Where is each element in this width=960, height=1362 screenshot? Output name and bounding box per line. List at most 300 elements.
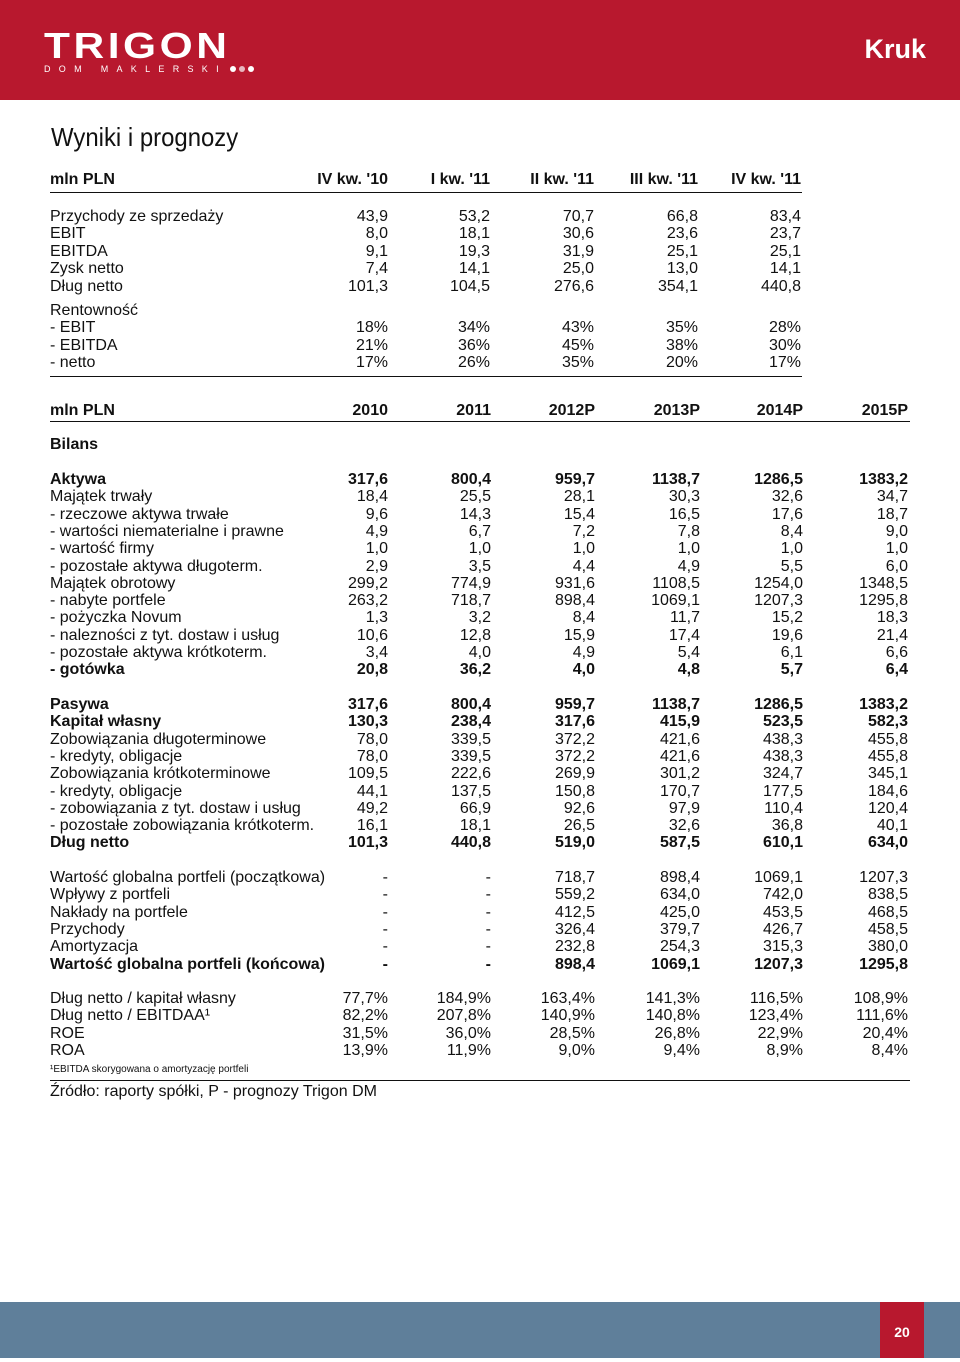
cell-value: 4,0 (468, 644, 491, 661)
table-row (50, 957, 912, 973)
table-row (50, 1008, 912, 1024)
row-label: - gotówka (50, 661, 125, 679)
table-row (50, 355, 912, 371)
table-row (50, 801, 912, 817)
cell-value: 263,2 (347, 592, 388, 610)
cell-value: 14,1 (458, 260, 490, 278)
cell-value: 1,0 (780, 540, 803, 558)
cell-value: 32,6 (771, 488, 803, 506)
cell-value: 21,4 (876, 626, 908, 644)
cell-value: 101,3 (347, 277, 388, 295)
cell-value: 28,1 (563, 488, 595, 506)
cell-value: 26,8% (654, 1024, 700, 1042)
cell-value: 17% (355, 354, 388, 372)
cell-value: 25,0 (562, 260, 594, 278)
row-label: - pożyczka Novum (50, 609, 182, 627)
row-label: ROE (50, 1024, 85, 1042)
cell-value: 25,1 (769, 242, 801, 260)
cell-value: 5,4 (677, 644, 700, 661)
cell-value: 1108,5 (652, 574, 700, 592)
cell-value: 111,6% (856, 1007, 908, 1025)
cell-value: 21% (355, 336, 388, 354)
table-row (50, 489, 912, 505)
cell-value: 36,8 (771, 817, 803, 835)
row-label: - pozostałe aktywa krótkoterm. (50, 644, 267, 661)
logo-subtitle: DOM MAKLERSKI (44, 64, 227, 74)
cell-value: 559,2 (554, 886, 595, 904)
cell-value: 315,3 (762, 938, 803, 956)
cell-value: 4,0 (572, 661, 595, 679)
row-label: Wartość globalna portfeli (początkowa) (50, 869, 326, 886)
cell-value: 6,4 (885, 661, 908, 679)
cell-value: 718,7 (450, 592, 491, 610)
cell-value: 18% (355, 319, 388, 336)
cell-value: 17% (768, 354, 801, 372)
table-row (50, 403, 912, 419)
cell-value: 959,7 (554, 471, 595, 488)
cell-value: 26,5 (563, 817, 595, 835)
cell-value: 23,7 (769, 225, 801, 243)
row-label: - EBITDA (50, 336, 118, 354)
cell-value: IV kw. '11 (731, 171, 801, 188)
cell-value: 170,7 (659, 782, 700, 800)
cell-value: I kw. '11 (430, 171, 490, 188)
cell-value: 1383,2 (859, 696, 908, 713)
cell-value: 372,2 (554, 730, 595, 748)
cell-value: 339,5 (450, 747, 491, 765)
divider (50, 1080, 910, 1081)
table-row (50, 697, 912, 713)
cell-value: 150,8 (554, 782, 595, 800)
cell-value: 1138,7 (651, 471, 700, 488)
cell-value: 2014P (756, 402, 803, 419)
cell-value: 2,9 (365, 557, 388, 575)
cell-value: 18,7 (876, 505, 908, 523)
cell-value: 120,4 (867, 799, 908, 817)
cell-value: 301,2 (659, 765, 700, 783)
cell-value: 45% (561, 336, 594, 354)
cell-value: 458,5 (867, 920, 908, 938)
table-row (50, 261, 912, 277)
table-row (50, 559, 912, 575)
table-row (50, 991, 912, 1007)
cell-value: 587,5 (659, 834, 700, 852)
cell-value: 1286,5 (754, 696, 803, 713)
cell-value: 15,2 (771, 609, 803, 627)
cell-value: 36,0% (445, 1024, 491, 1042)
section-title: Bilans (50, 436, 99, 453)
page-number: 20 (880, 1302, 924, 1358)
row-label: Zysk netto (50, 260, 124, 278)
cell-value: 17,4 (668, 626, 700, 644)
cell-value: 18,3 (876, 609, 908, 627)
cell-value: 141,3% (645, 990, 700, 1007)
cell-value: 742,0 (762, 886, 803, 904)
cell-value: 25,1 (666, 242, 698, 260)
cell-value: 800,4 (450, 696, 491, 713)
cell-value: 345,1 (867, 765, 908, 783)
cell-value: - (485, 903, 491, 921)
cell-value: 78,0 (356, 747, 388, 765)
table-row (50, 279, 912, 295)
cell-value: 16,5 (668, 505, 700, 523)
cell-value: 34% (457, 319, 490, 336)
row-label: - pozostałe aktywa długoterm. (50, 557, 263, 575)
cell-value: 18,1 (459, 817, 491, 835)
cell-value: 25,5 (459, 488, 491, 506)
table-row (50, 610, 912, 626)
cell-value: - (382, 955, 388, 973)
cell-value: 4,8 (677, 661, 700, 679)
cell-value: 31,5% (342, 1024, 388, 1042)
cell-value: 70,7 (562, 208, 594, 225)
cell-value: 66,8 (666, 208, 698, 225)
cell-value: 31,9 (562, 242, 594, 260)
cell-value: 1069,1 (651, 592, 700, 610)
cell-value: 137,5 (450, 782, 491, 800)
cell-value: 8,4 (572, 609, 595, 627)
cell-value: 11,9% (446, 1041, 491, 1059)
cell-value: 18,4 (356, 488, 388, 506)
cell-value: 412,5 (554, 903, 595, 921)
row-label: - kredyty, obligacje (50, 782, 183, 800)
cell-value: - (485, 869, 491, 886)
cell-value: 9,4% (663, 1041, 700, 1059)
table-row (50, 662, 912, 678)
cell-value: 6,6 (885, 644, 908, 661)
cell-value: 222,6 (450, 765, 491, 783)
row-label: Majątek trwały (50, 488, 153, 506)
cell-value: 1,0 (468, 540, 491, 558)
cell-value: 18,1 (458, 225, 490, 243)
table-row (50, 593, 912, 609)
cell-value: 82,2% (342, 1007, 388, 1025)
cell-value: 14,3 (459, 505, 491, 523)
cell-value: 140,8% (645, 1007, 700, 1025)
trigon-logo (44, 25, 254, 74)
row-label: - kredyty, obligacje (50, 747, 183, 765)
cell-value: 317,6 (347, 696, 388, 713)
table-row (50, 1043, 912, 1059)
row-label: - wartości niematerialne i prawne (50, 522, 284, 540)
cell-value: 9,1 (365, 242, 388, 260)
cell-value: 9,6 (365, 505, 388, 523)
cell-value: 1207,3 (754, 955, 803, 973)
cell-value: 931,6 (554, 574, 595, 592)
cell-value: 36% (457, 336, 490, 354)
divider (50, 376, 802, 377)
cell-value: 1,0 (572, 540, 595, 558)
cell-value: 372,2 (554, 747, 595, 765)
cell-value: 20% (665, 354, 698, 372)
cell-value: 1138,7 (651, 696, 700, 713)
cell-value: 4,9 (365, 522, 388, 540)
page-title: Wyniki i prognozy (51, 122, 239, 152)
table-row (50, 922, 912, 938)
cell-value: 8,0 (365, 225, 388, 243)
cell-value: 34,7 (876, 488, 908, 506)
cell-value: 23,6 (666, 225, 698, 243)
footnote: ¹EBITDA skorygowana o amortyzację portfeli (50, 1064, 249, 1075)
row-label: - nabyte portfele (50, 592, 166, 610)
cell-value: 438,3 (762, 730, 803, 748)
table-row (50, 1026, 912, 1042)
cell-value: 15,4 (563, 505, 595, 523)
cell-value: 3,5 (468, 557, 491, 575)
cell-value: 959,7 (554, 696, 595, 713)
cell-value: 354,1 (657, 277, 698, 295)
cell-value: 14,1 (769, 260, 801, 278)
cell-value: 78,0 (356, 730, 388, 748)
cell-value: 177,5 (762, 782, 803, 800)
cell-value: 455,8 (867, 730, 908, 748)
cell-value: 13,9% (342, 1041, 388, 1059)
cell-value: 800,4 (450, 471, 491, 488)
table-row (50, 226, 912, 242)
cell-value: 35% (561, 354, 594, 372)
cell-value: 108,9% (853, 990, 908, 1007)
row-label: Nakłady na portfele (50, 903, 188, 921)
cell-value: 30,3 (668, 488, 700, 506)
cell-value: 1207,3 (859, 869, 908, 886)
row-label: Dług netto / EBITDAA¹ (50, 1007, 211, 1025)
cell-value: 104,5 (449, 277, 490, 295)
cell-value: 838,5 (867, 886, 908, 904)
cell-value: 22,9% (757, 1024, 803, 1042)
cell-value: 3,4 (365, 644, 388, 661)
row-label: - wartość firmy (50, 540, 154, 558)
cell-value: 16,1 (356, 817, 388, 835)
row-label: - nalezności z tyt. dostaw i usług (50, 626, 280, 644)
cell-value: 232,8 (554, 938, 595, 956)
cell-value: 130,3 (347, 713, 388, 731)
cell-value: 1295,8 (859, 592, 908, 610)
cell-value: 43,9 (356, 208, 388, 225)
cell-value: 6,7 (468, 522, 491, 540)
row-label: - rzeczowe aktywa trwałe (50, 505, 229, 523)
cell-value: 9,0 (885, 522, 908, 540)
cell-value: 582,3 (867, 713, 908, 731)
cell-value: 269,9 (554, 765, 595, 783)
cell-value: 421,6 (659, 747, 700, 765)
cell-value: 3,2 (468, 609, 491, 627)
cell-value: 43% (561, 319, 594, 336)
logo-dot-icon (239, 66, 245, 72)
cell-value: - (485, 938, 491, 956)
cell-value: 455,8 (867, 747, 908, 765)
cell-value: 28,5% (549, 1024, 595, 1042)
cell-value: 7,4 (365, 260, 388, 278)
cell-value: 380,0 (867, 938, 908, 956)
cell-value: 1207,3 (754, 592, 803, 610)
row-label: ROA (50, 1041, 85, 1059)
cell-value: 2012P (548, 402, 595, 419)
cell-value: 1254,0 (754, 574, 803, 592)
cell-value: 1,3 (365, 609, 388, 627)
cell-value: 116,5% (749, 990, 803, 1007)
row-label: - pozostałe zobowiązania krótkoterm. (50, 817, 315, 835)
row-label: Dług netto / kapitał własny (50, 990, 236, 1007)
cell-value: 83,4 (769, 208, 801, 225)
cell-value: 453,5 (762, 903, 803, 921)
row-label: Przychody (50, 920, 125, 938)
cell-value: 4,9 (572, 644, 595, 661)
source-note: Źródło: raporty spółki, P - prognozy Trigon DM (50, 1083, 377, 1100)
cell-value: 1069,1 (754, 869, 803, 886)
cell-value: 610,1 (762, 834, 803, 852)
table-row (50, 818, 912, 834)
cell-value: III kw. '11 (629, 171, 698, 188)
row-label: Kapitał własny (50, 713, 162, 731)
cell-value: 8,4% (871, 1041, 908, 1059)
cell-value: 66,9 (459, 799, 491, 817)
cell-value: - (485, 886, 491, 904)
cell-value: 10,6 (356, 626, 388, 644)
table-row (50, 905, 912, 921)
cell-value: 1295,8 (859, 955, 908, 973)
cell-value: 101,3 (347, 834, 388, 852)
logo-wordmark: TRIGON (44, 25, 231, 66)
logo-dot-icon (230, 66, 236, 72)
row-label: Dług netto (50, 834, 130, 852)
cell-value: 13,0 (666, 260, 698, 278)
logo-dot-icon (248, 66, 254, 72)
cell-value: 12,8 (459, 626, 491, 644)
cell-value: 7,2 (572, 522, 595, 540)
page-header (0, 0, 960, 100)
cell-value: 425,0 (659, 903, 700, 921)
cell-value: 415,9 (659, 713, 700, 731)
cell-value: 20,4% (862, 1024, 908, 1042)
row-label: Wartość globalna portfeli (końcowa) (50, 955, 325, 973)
cell-value: 8,9% (766, 1041, 803, 1059)
row-label: EBIT (50, 225, 86, 243)
cell-value: 438,3 (762, 747, 803, 765)
cell-value: 19,6 (771, 626, 803, 644)
cell-value: 426,7 (762, 920, 803, 938)
cell-value: 4,4 (572, 557, 595, 575)
row-label: Wpływy z portfeli (50, 886, 171, 904)
cell-value: 17,6 (771, 505, 803, 523)
cell-value: 9,0% (558, 1041, 595, 1059)
cell-value: 140,9% (540, 1007, 595, 1025)
row-label: - EBIT (50, 319, 96, 336)
cell-value: 20,8 (356, 661, 388, 679)
cell-value: 15,9 (563, 626, 595, 644)
row-label: Zobowiązania długoterminowe (50, 730, 267, 748)
cell-value: 317,6 (554, 713, 595, 731)
cell-value: 1383,2 (859, 471, 908, 488)
row-label: Majątek obrotowy (50, 574, 176, 592)
cell-value: 898,4 (554, 955, 595, 973)
cell-value: 254,3 (659, 938, 700, 956)
cell-value: 317,6 (347, 471, 388, 488)
row-label: Pasywa (50, 696, 109, 713)
cell-value: 2013P (653, 402, 700, 419)
row-label: Aktywa (50, 471, 107, 488)
cell-value: 1,0 (365, 540, 388, 558)
table-row (50, 244, 912, 260)
cell-value: - (485, 955, 491, 973)
cell-value: 38% (665, 336, 698, 354)
cell-value: 109,5 (347, 765, 388, 783)
cell-value: 8,4 (780, 522, 803, 540)
cell-value: IV kw. '10 (317, 171, 388, 188)
cell-value: 440,8 (760, 277, 801, 295)
table-row (50, 732, 912, 748)
divider (50, 192, 802, 193)
cell-value: 53,2 (458, 208, 490, 225)
table-row (50, 645, 912, 661)
cell-value: 276,6 (553, 277, 594, 295)
table-row (50, 887, 912, 903)
cell-value: 440,8 (450, 834, 491, 852)
cell-value: 523,5 (762, 713, 803, 731)
row-label: EBITDA (50, 242, 108, 260)
cell-value: 77,7% (342, 990, 388, 1007)
cell-value: 40,1 (876, 817, 908, 835)
row-label: Amortyzacja (50, 938, 139, 956)
cell-value: 7,8 (677, 522, 700, 540)
row-label: - zobowiązania z tyt. dostaw i usług (50, 799, 301, 817)
cell-value: - (382, 903, 388, 921)
section-title: Rentowność (50, 302, 139, 319)
cell-value: 4,9 (677, 557, 700, 575)
cell-value: 238,4 (450, 713, 491, 731)
cell-value: 35% (665, 319, 698, 336)
table-row (50, 576, 912, 592)
cell-value: - (382, 938, 388, 956)
table-row (50, 524, 912, 540)
table-row (50, 338, 912, 354)
cell-value: 299,2 (347, 574, 388, 592)
cell-value: 634,0 (659, 886, 700, 904)
cell-value: 519,0 (554, 834, 595, 852)
cell-value: 1286,5 (754, 471, 803, 488)
cell-value: 110,4 (764, 799, 803, 817)
cell-value: 32,6 (668, 817, 700, 835)
cell-value: 1,0 (677, 540, 700, 558)
cell-value: 634,0 (867, 834, 908, 852)
table-row (50, 541, 912, 557)
table-row (50, 749, 912, 765)
cell-value: 19,3 (458, 242, 490, 260)
cell-value: 5,7 (780, 661, 803, 679)
row-label: Przychody ze sprzedaży (50, 208, 224, 225)
cell-value: 774,9 (450, 574, 491, 592)
table-row (50, 172, 912, 188)
row-label: mln PLN (50, 402, 115, 419)
cell-value: 5,5 (780, 557, 803, 575)
table-row (50, 870, 912, 886)
cell-value: 379,7 (659, 920, 700, 938)
cell-value: 898,4 (659, 869, 700, 886)
cell-value: 718,7 (554, 869, 595, 886)
cell-value: 163,4% (540, 990, 595, 1007)
cell-value: 898,4 (554, 592, 595, 610)
cell-value: - (382, 920, 388, 938)
cell-value: - (382, 886, 388, 904)
row-label: Dług netto (50, 277, 123, 295)
company-name: Kruk (864, 34, 926, 64)
cell-value: 326,4 (554, 920, 595, 938)
cell-value: 184,9% (436, 990, 491, 1007)
cell-value: 184,6 (867, 782, 908, 800)
table-row (50, 472, 912, 488)
table-row (50, 507, 912, 523)
table-row (50, 939, 912, 955)
cell-value: 6,1 (780, 644, 803, 661)
